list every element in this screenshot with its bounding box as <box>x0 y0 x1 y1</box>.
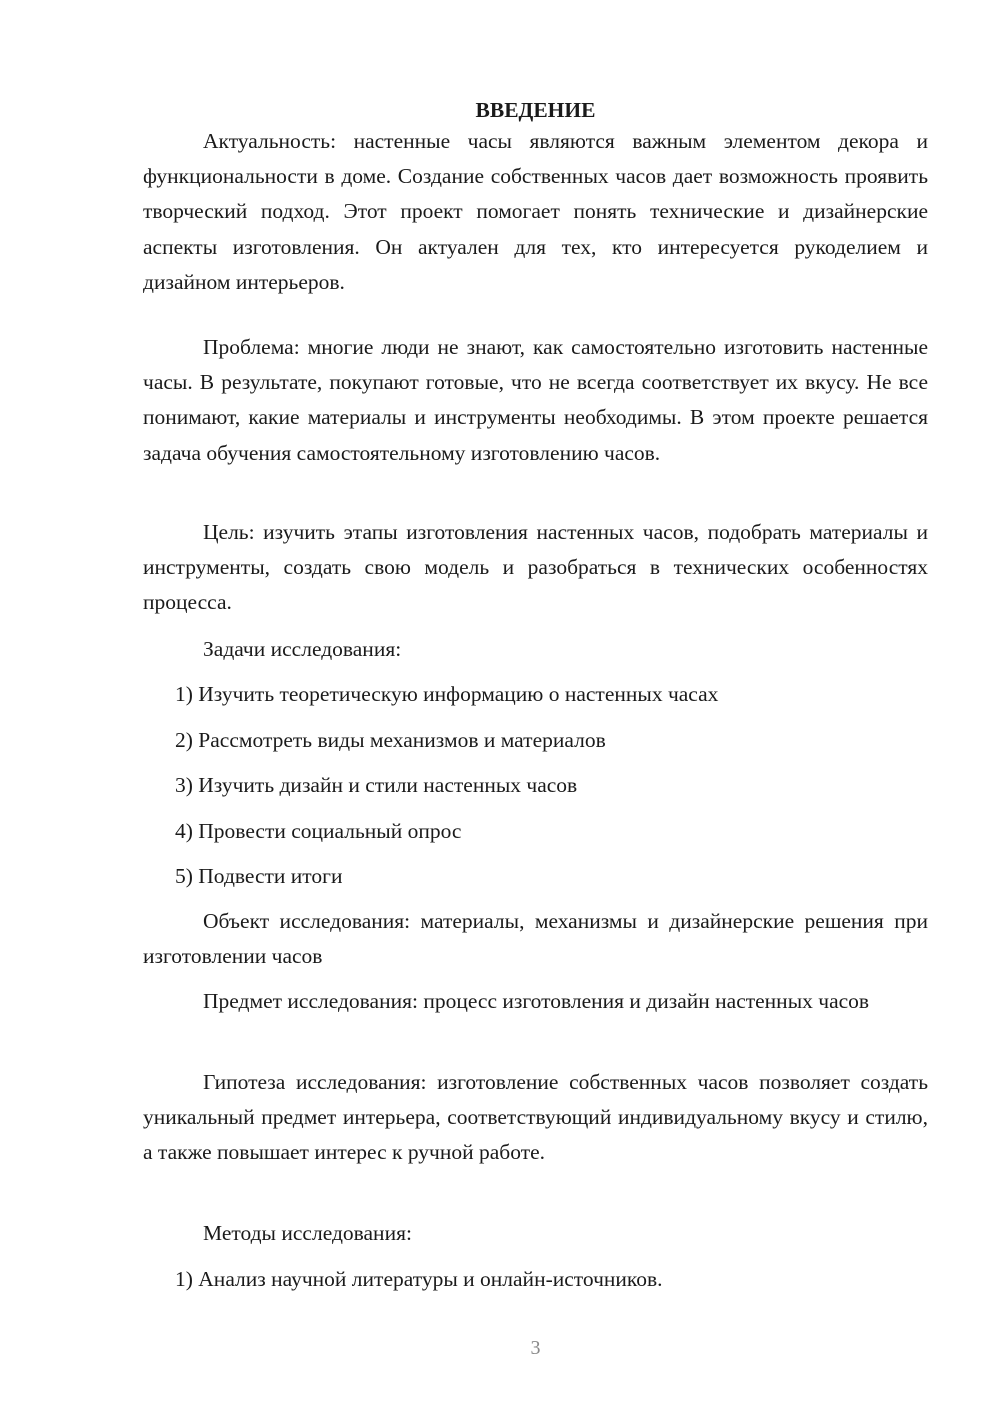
list-item: 1) Изучить теоретическую информацию о настенных часах <box>175 682 719 706</box>
list-item: 2) Рассмотреть виды механизмов и материалов <box>175 728 606 752</box>
list-item: 4) Провести социальный опрос <box>175 819 462 843</box>
object-paragraph: Объект исследования: материалы, механизмы и дизайнерские решения при изготовлении часов <box>143 909 928 969</box>
document-page <box>143 0 928 1414</box>
subject-paragraph: Предмет исследования: процесс изготовления и дизайн настенных часов <box>203 989 870 1013</box>
list-item: 1) Анализ научной литературы и онлайн-источников. <box>175 1267 663 1291</box>
goal-paragraph: Цель: изучить этапы изготовления настенных часов, подобрать материалы и инструменты, создать свою модель и разобраться в технических особенностях процесса. <box>143 520 928 615</box>
hypothesis-paragraph: Гипотеза исследования: изготовление собственных часов позволяет создать уникальный предмет интерьера, соответствующий индивидуальному вкусу и стилю, а также повышает интерес к ручной работе. <box>143 1070 928 1165</box>
page-title: ВВЕДЕНИЕ <box>475 98 596 122</box>
methods-title: Методы исследования: <box>203 1221 412 1245</box>
list-item: 5) Подвести итоги <box>175 864 343 888</box>
page-number: 3 <box>530 1337 541 1359</box>
problem-paragraph: Проблема: многие люди не знают, как самостоятельно изготовить настенные часы. В результате, покупают готовые, что не всегда соответствует их вкусу. Не все понимают, какие материалы и инструменты необходимы. В этом проекте решается задача обучения самостоятельному изготовлению часов. <box>143 335 928 465</box>
tasks-title: Задачи исследования: <box>203 637 402 661</box>
list-item: 3) Изучить дизайн и стили настенных часов <box>175 773 578 797</box>
relevance-paragraph: Актуальность: настенные часы являются важным элементом декора и функциональности в доме. Создание собственных часов дает возможность проявить творческий подход. Этот проект помогает понять технические и дизайнерские аспекты изготовления. Он актуален для тех, кто интересуется рукоделием и дизайном интерьеров. <box>143 129 928 294</box>
